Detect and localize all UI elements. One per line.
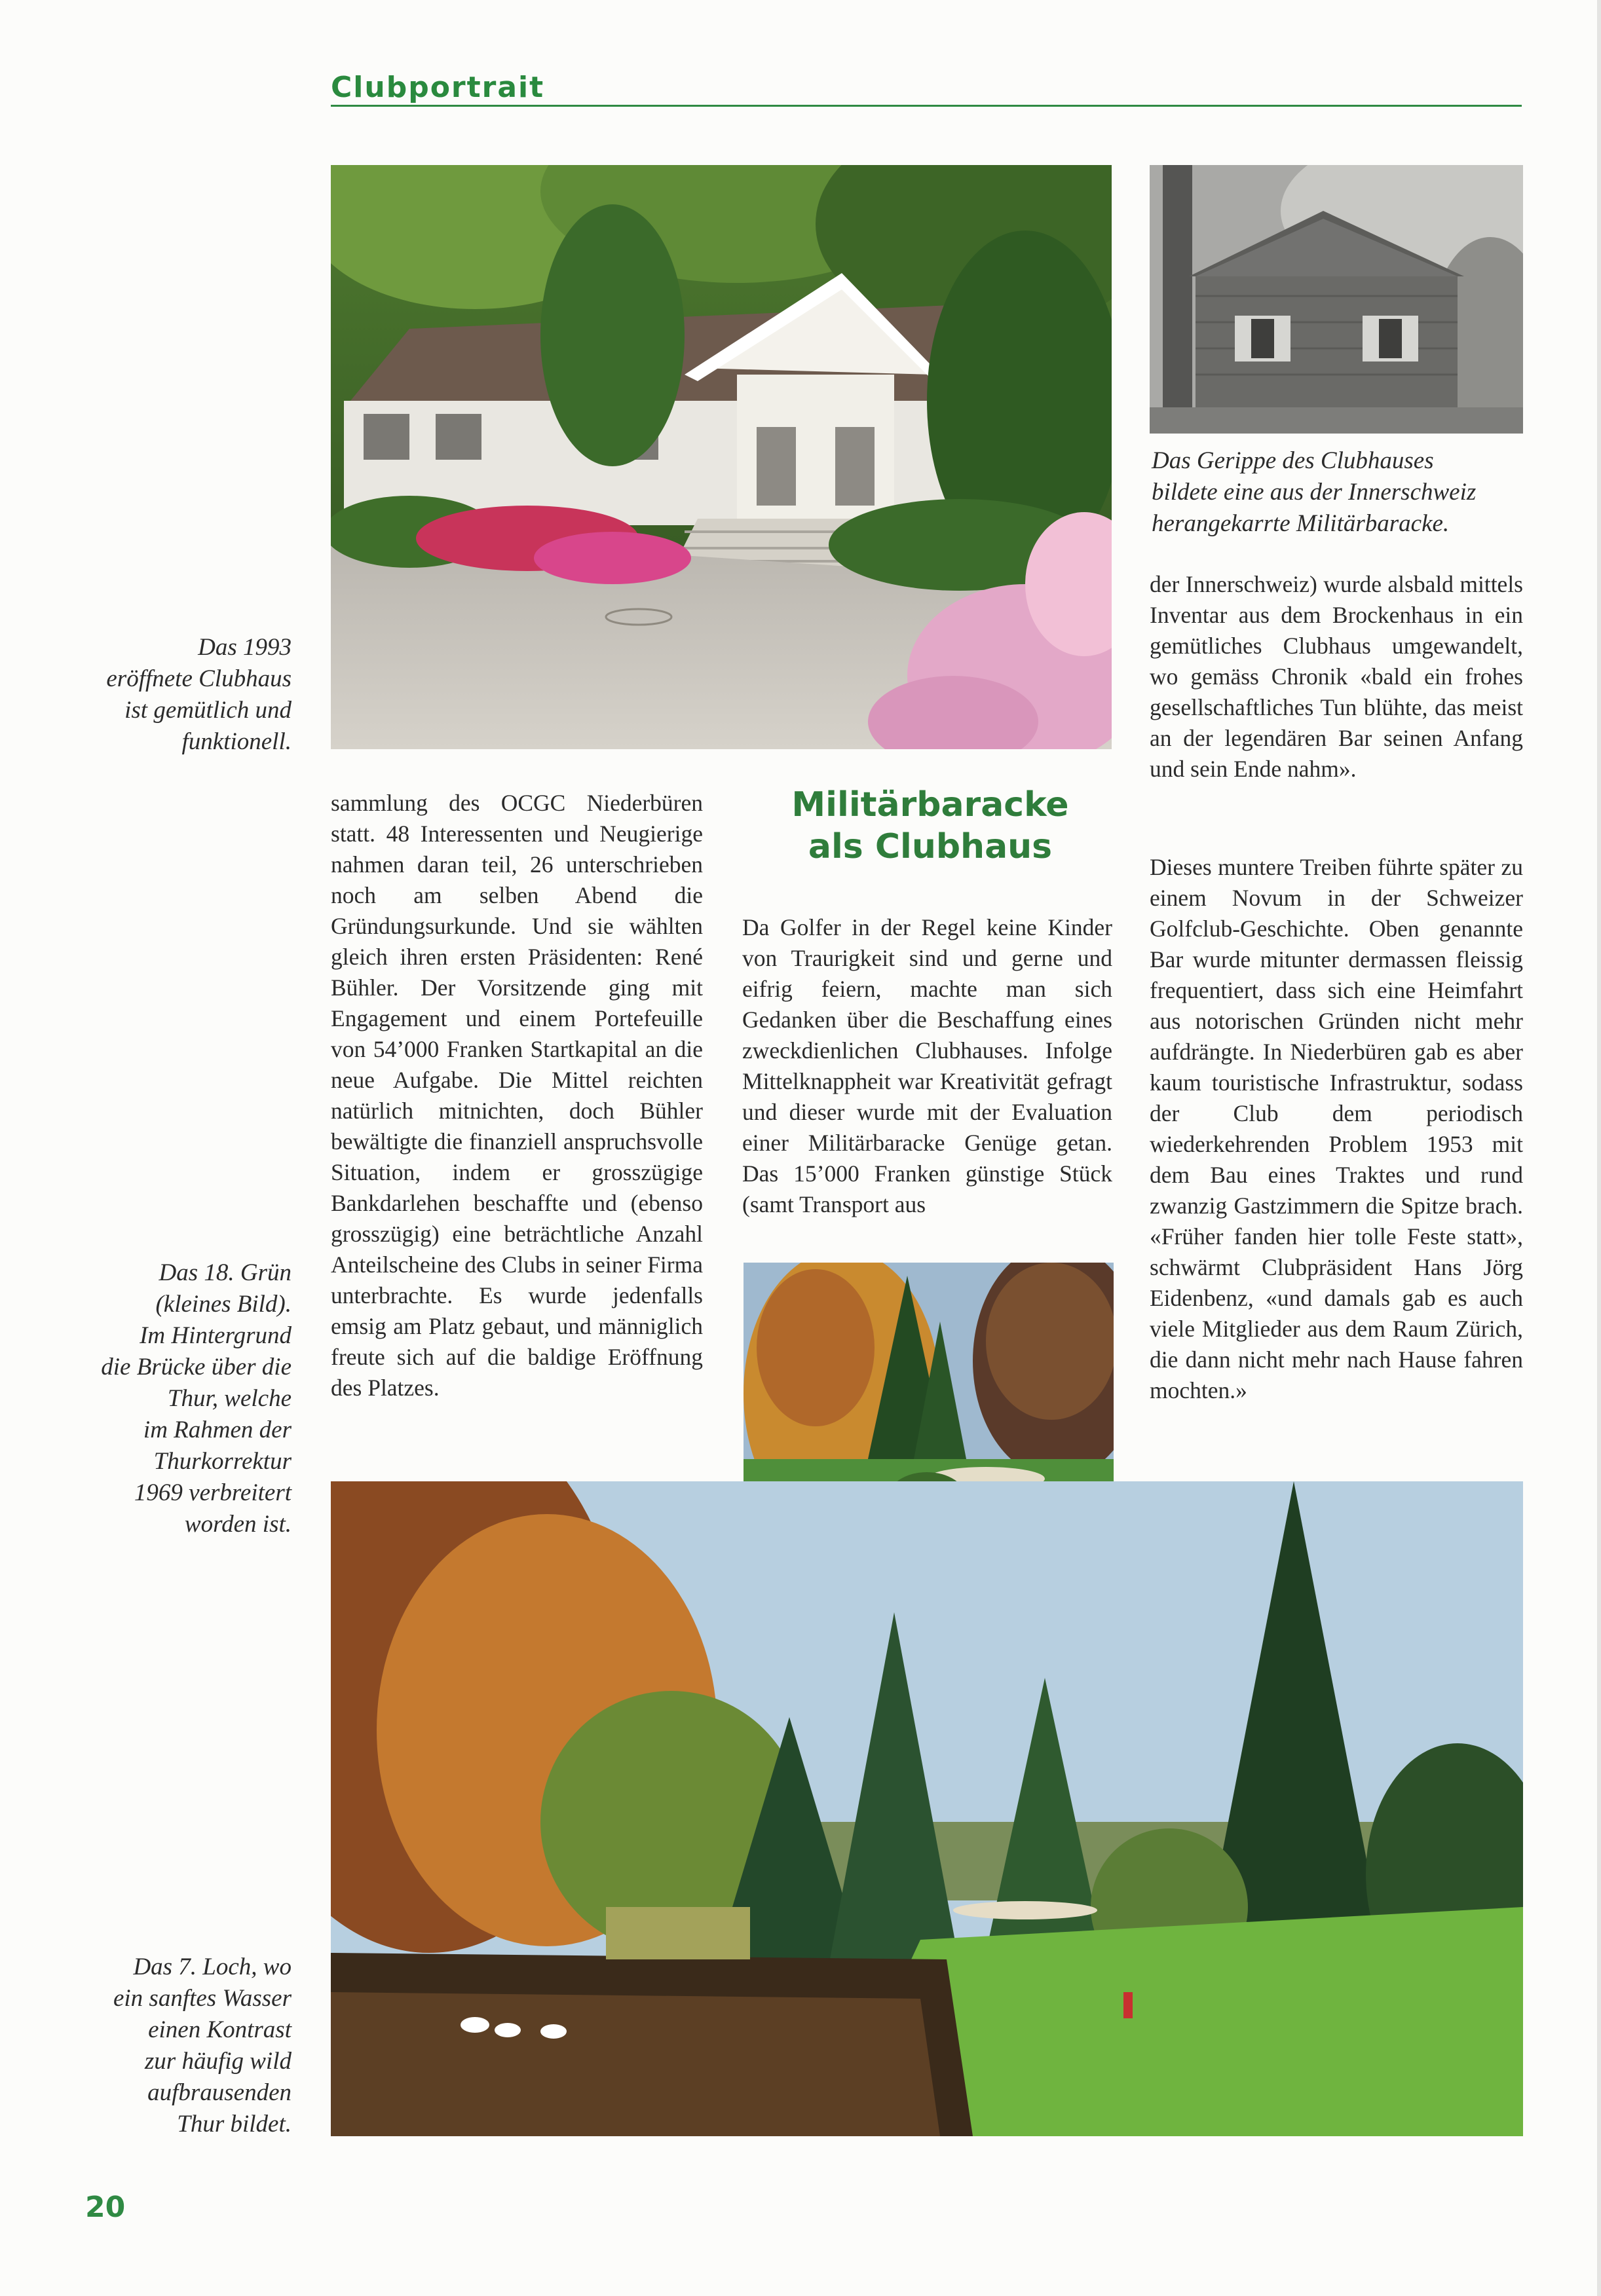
article-column-3-paragraph-2: Dieses muntere Treiben führte später zu einem Novum in der Schweizer Golfclub-Geschichte. Oben genannte Bar wurde mitunter dermassen fleissig frequentiert, dass sich eine Heimfahrt aus notorischen Gründen nicht mehr aufdrängte. In Niederbüren gab es aber kaum touristische Infrastruktur, sodass der Club dem periodisch wiederkehrenden Problem 1953 mit dem Bau eines Traktes und rund zwanzig Gastzimmern die Spitze brach. «Früher fanden hier tolle Feste statt», schwärmt Clubpräsident Hans Jörg Eidenbenz, «und damals gab es auch viele Mitglieder aus dem Raum Zürich, die dann nicht mehr nach Hause fahren mochten.»	[1150, 854, 1523, 1403]
article-column-2: Da Golfer in der Regel keine Kinder von Traurigkeit sind und gerne und eifrig feiern, machte man sich Gedanken über die Beschaffung eines zweckdienlichen Clubhauses. Infolge Mittelknappheit war Kreativität gefragt und dieser wurde mit der Evaluation einer Militärbaracke Genüge getan. Das 15’000 Franken günstige Stück (samt Transport aus	[742, 914, 1112, 1217]
header-rule	[331, 105, 1522, 107]
scan-edge	[1597, 0, 1601, 2296]
clubhouse-caption: Das 1993 eröffnete Clubhaus ist gemütlich und funktionell.	[106, 634, 292, 755]
barrack-caption: Das Gerippe des Clubhauses bildete eine aus der Innerschweiz herangekarrte Militärbaracke.	[1152, 447, 1477, 537]
hole-7-photo	[331, 1481, 1523, 2136]
barrack-photo	[1150, 165, 1523, 434]
green-caption: Das 18. Grün (kleines Bild). Im Hintergrund die Brücke über die Thur, welche im Rahmen der Thurkorrektur 1969 verbreitert worden ist.	[101, 1259, 292, 1538]
article-column-3-paragraph-1: der Innerschweiz) wurde alsbald mittels Inventar aus dem Brockenhaus in ein gemütliches Clubhaus umgewandelt, wo gemäss Chronik «bald ein frohes gesellschaftliches Tun blühte, das meist an der legendären Bar seinen Anfang und sein Ende nahm».	[1150, 571, 1523, 782]
hole-caption: Das 7. Loch, wo ein sanftes Wasser einen Kontrast zur häufig wild aufbrausenden Thur bildet.	[113, 1953, 292, 2138]
article-column-1: sammlung des OCGC Niederbüren statt. 48 Interessenten und Neugierige nahmen daran teil, 26 unterschrieben noch am selben Abend die Gründungsurkunde. Und sie wählten gleich ihren ersten Präsidenten: René Bühler. Der Vorsitzende ging mit Engagement und einem Portefeuille von 54’000 Franken Startkapital an die neue Aufgabe. Die Mittel reichten natürlich mitnichten, doch Bühler bewältigte die finanziell anspruchsvolle Situation, indem er grosszügige Bankdarlehen beschaffte und (ebenso grosszügig) eine beträchtliche Anzahl Anteilscheine des Clubs in seiner Firma unterbrachte. Es wurde jedenfalls emsig am Platz gebaut, und männiglich freute sich auf die baldige Eröffnung des Platzes.	[331, 790, 703, 1401]
section-heading: Militärbaracke als Clubhaus	[791, 785, 1069, 866]
page-number: 20	[85, 2191, 126, 2224]
section-title: Clubportrait	[331, 71, 545, 104]
clubhouse-photo	[331, 165, 1112, 749]
